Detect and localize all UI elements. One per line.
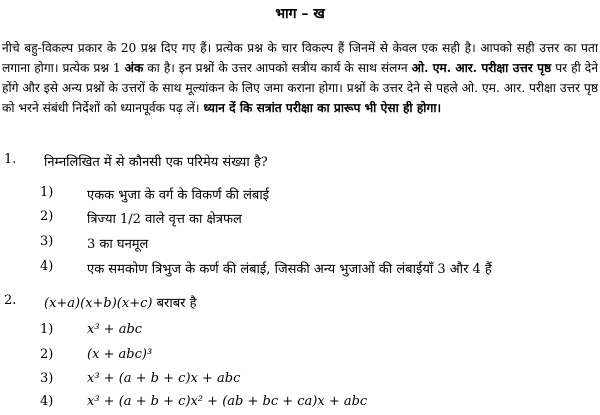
option-label: 2) [40, 347, 54, 362]
instructions-bold-omr: ओ. एम. आर. परीक्षा उत्तर पृष्ठ [411, 61, 552, 75]
instructions-text-3: पर ही देने होंगे और इसे अन्य प्रश्नों के उत्तरों के साथ मूल्यांकन के लिए जमा कराना होगा। प्रश्नों के उत्तर देने से पहले ओ. एम. आर. परीक्षा उत्तर पृष्ठ को भरने संबंधी निर्देशों को ध्यानपूर्वक पढ़ लें। [2, 61, 598, 115]
option-text: (x + abc)³ [87, 347, 153, 362]
option-label: 3) [40, 234, 54, 249]
instructions-text-1: नीचे बहु-विकल्प प्रकार के 20 प्रश्न दिए गए हैं। प्रत्येक प्रश्न के चार विकल्प हैं जिनमें से केवल एक सही है। आपको सही उत्तर का पता लगाना होगा। प्रत्येक प्रश्न 1 [2, 41, 598, 75]
instructions-text-2: का है। इन प्रश्नों के उत्तर आपको सत्रीय कार्य के साथ संलग्न [143, 61, 412, 75]
option-label: 4) [40, 259, 54, 274]
option-text: त्रिज्या 1/2 वाले वृत्त का क्षेत्रफल [87, 212, 242, 227]
instructions-bold-note: ध्यान दें कि सत्रांत परीक्षा का प्रारूप भी ऐसा ही होगा। [203, 101, 442, 115]
instructions-paragraph [2, 38, 598, 118]
question-number: 2. [4, 293, 17, 308]
option-text: एकक भुजा के वर्ग के विकर्ण की लंबाई [87, 188, 270, 203]
option-label: 1) [40, 185, 54, 200]
option-label: 3) [40, 371, 54, 386]
option-text: x³ + (a + b + c)x + abc [87, 371, 241, 386]
option-text: एक समकोण त्रिभुज के कर्ण की लंबाई, जिसकी अन्य भुजाओं की लंबाईयाँ 3 और 4 हैं [87, 262, 492, 277]
option-text: x³ + abc [87, 322, 143, 337]
question-stem: निम्नलिखित में से कौनसी एक परिमेय संख्या है? [44, 155, 268, 170]
option-label: 4) [40, 394, 54, 409]
section-title: भाग – ख [275, 6, 325, 22]
question-number: 1. [4, 152, 17, 167]
option-label: 1) [40, 322, 54, 337]
option-label: 2) [40, 209, 54, 224]
question-math: (x+a)(x+b)(x+c) [44, 296, 153, 311]
option-text: x³ + (a + b + c)x² + (ab + bc + ca)x + abc [87, 394, 368, 409]
question-stem [44, 293, 196, 311]
option-text: 3 का घनमूल [87, 237, 149, 252]
question-stem-suffix: बराबर है [152, 296, 197, 311]
instructions-bold-marks: अंक [124, 61, 144, 75]
